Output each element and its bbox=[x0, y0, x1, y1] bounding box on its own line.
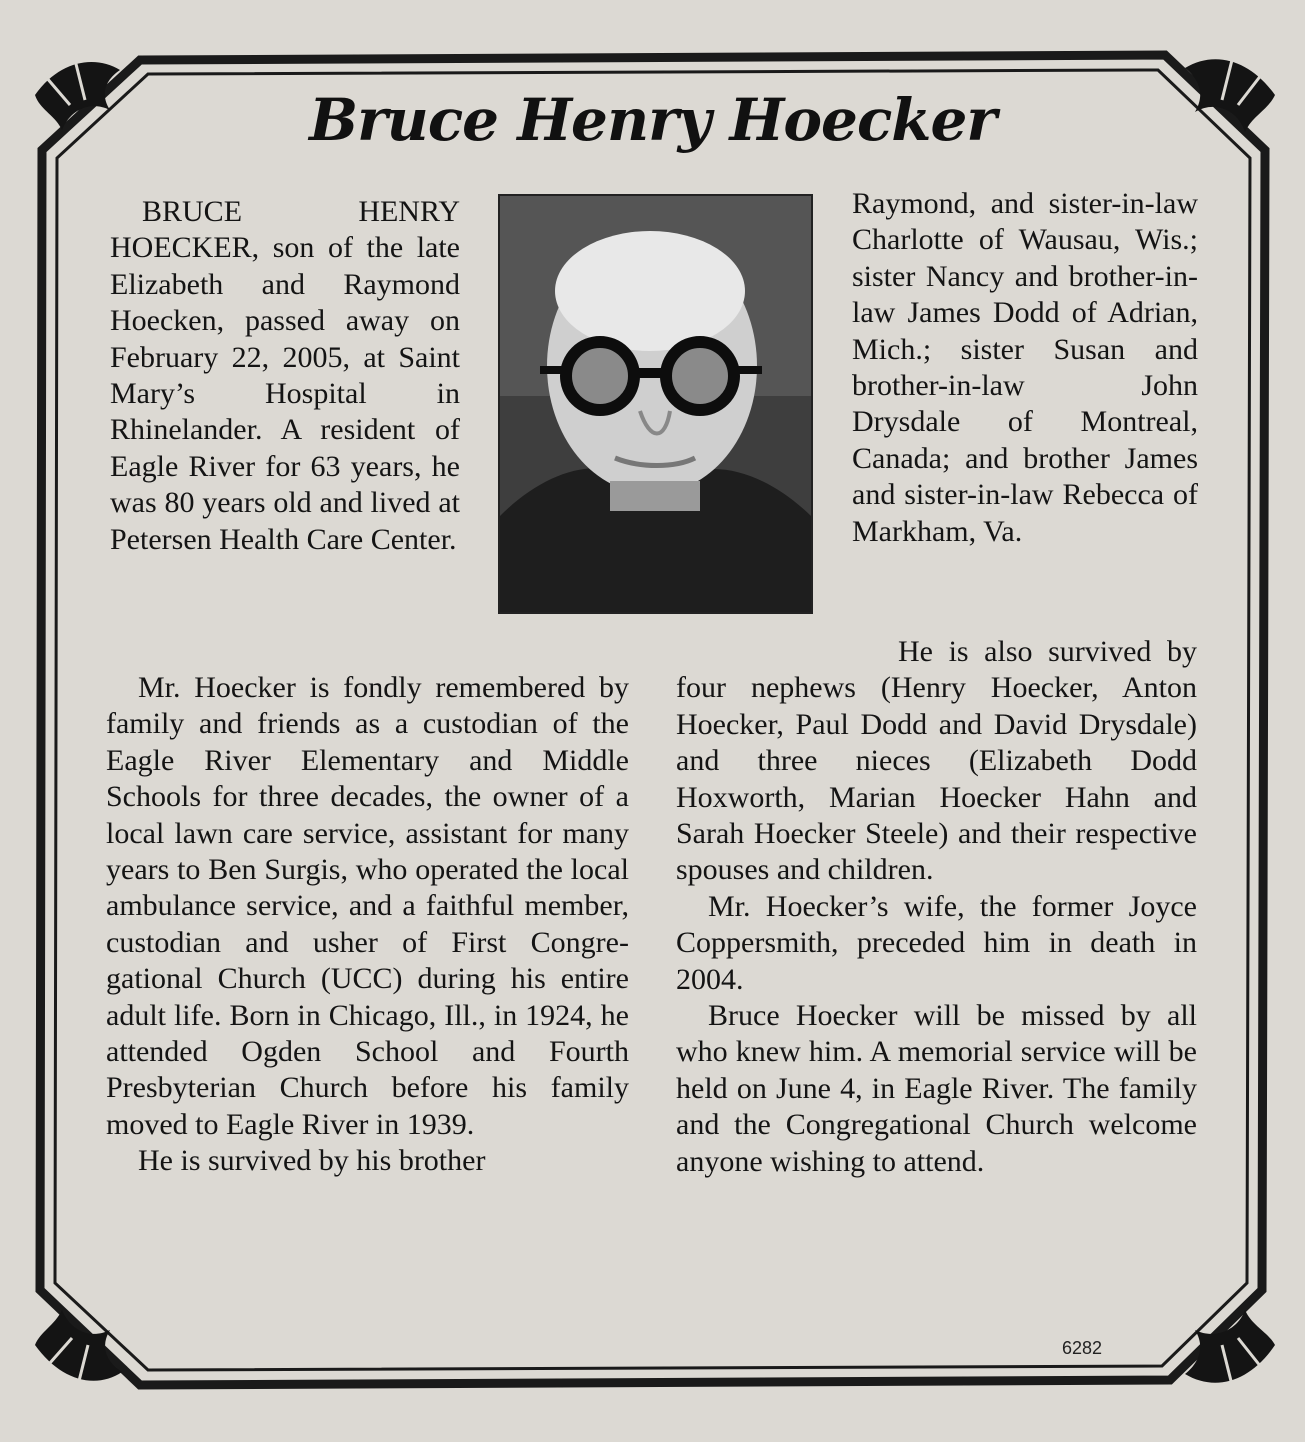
paragraph-nephews-nieces: He is also survived by four nephews (Henry Hoecker, Anton Hoecker, Paul Dodd and David Drysdale) and three nieces (Elizabeth Dodd Hoxworth, Marian Hoecker Hahn and Sarah Hoecker Steele) and their respective spouses and children. bbox=[676, 635, 1197, 887]
paragraph-survived-by: He is survived by his brother bbox=[138, 1144, 486, 1178]
ad-code: 6282 bbox=[1062, 1338, 1103, 1358]
paragraph-memorial: Bruce Hoecker will be missed by all who knew him. A memorial service will be held on June 4, in Eagle River. The family and the Congregational Church welcome anyone wishing to attend. bbox=[676, 999, 1197, 1178]
portrait-photo bbox=[498, 194, 813, 614]
column-right bbox=[676, 634, 1197, 1180]
column-right-top bbox=[852, 186, 1198, 550]
obituary-title: Bruce Henry Hoecker bbox=[309, 86, 996, 154]
paragraph-wife: Mr. Hoecker’s wife, the former Joyce Coppersmith, preceded him in death in 2004. bbox=[676, 889, 1197, 996]
column-left-intro bbox=[110, 194, 460, 558]
column-left bbox=[106, 670, 629, 1180]
paragraph-biography: Mr. Hoecker is fondly remembered by family and friends as a custodian of the Eagle River Elementary and Middle Schools for three decades, the owner of a local lawn care service, assistant for many years to Ben Surgis, who operated the local ambulance service, and a faithful member, custodian and usher of First Congregational Church (UCC) during his entire adult life. Born in Chicago, Ill., in 1924, he attended Ogden School and Fourth Presbyterian Church before his family moved to Eagle River in 1939. bbox=[106, 671, 629, 1141]
intro-paragraph: BRUCE HENRY HOECKER, son of the late Elizabeth and Raymond Hoecken, passed away on February 22, 2005, at Saint Mary’s Hospital in Rhinelander. A resident of Eagle River for 63 years, he was 80 years old and lived at Petersen Health Care Center. bbox=[110, 195, 460, 556]
survivors-paragraph: Raymond, and sister-in-law Charlotte of Wausau, Wis.; sister Nancy and brother-in-law James Dodd of Adrian, Mich.; sister Susan and brother-in-law John Drysdale of Montreal, Canada; and brother James and sister-in-law Rebecca of Markham, Va. bbox=[852, 187, 1198, 548]
